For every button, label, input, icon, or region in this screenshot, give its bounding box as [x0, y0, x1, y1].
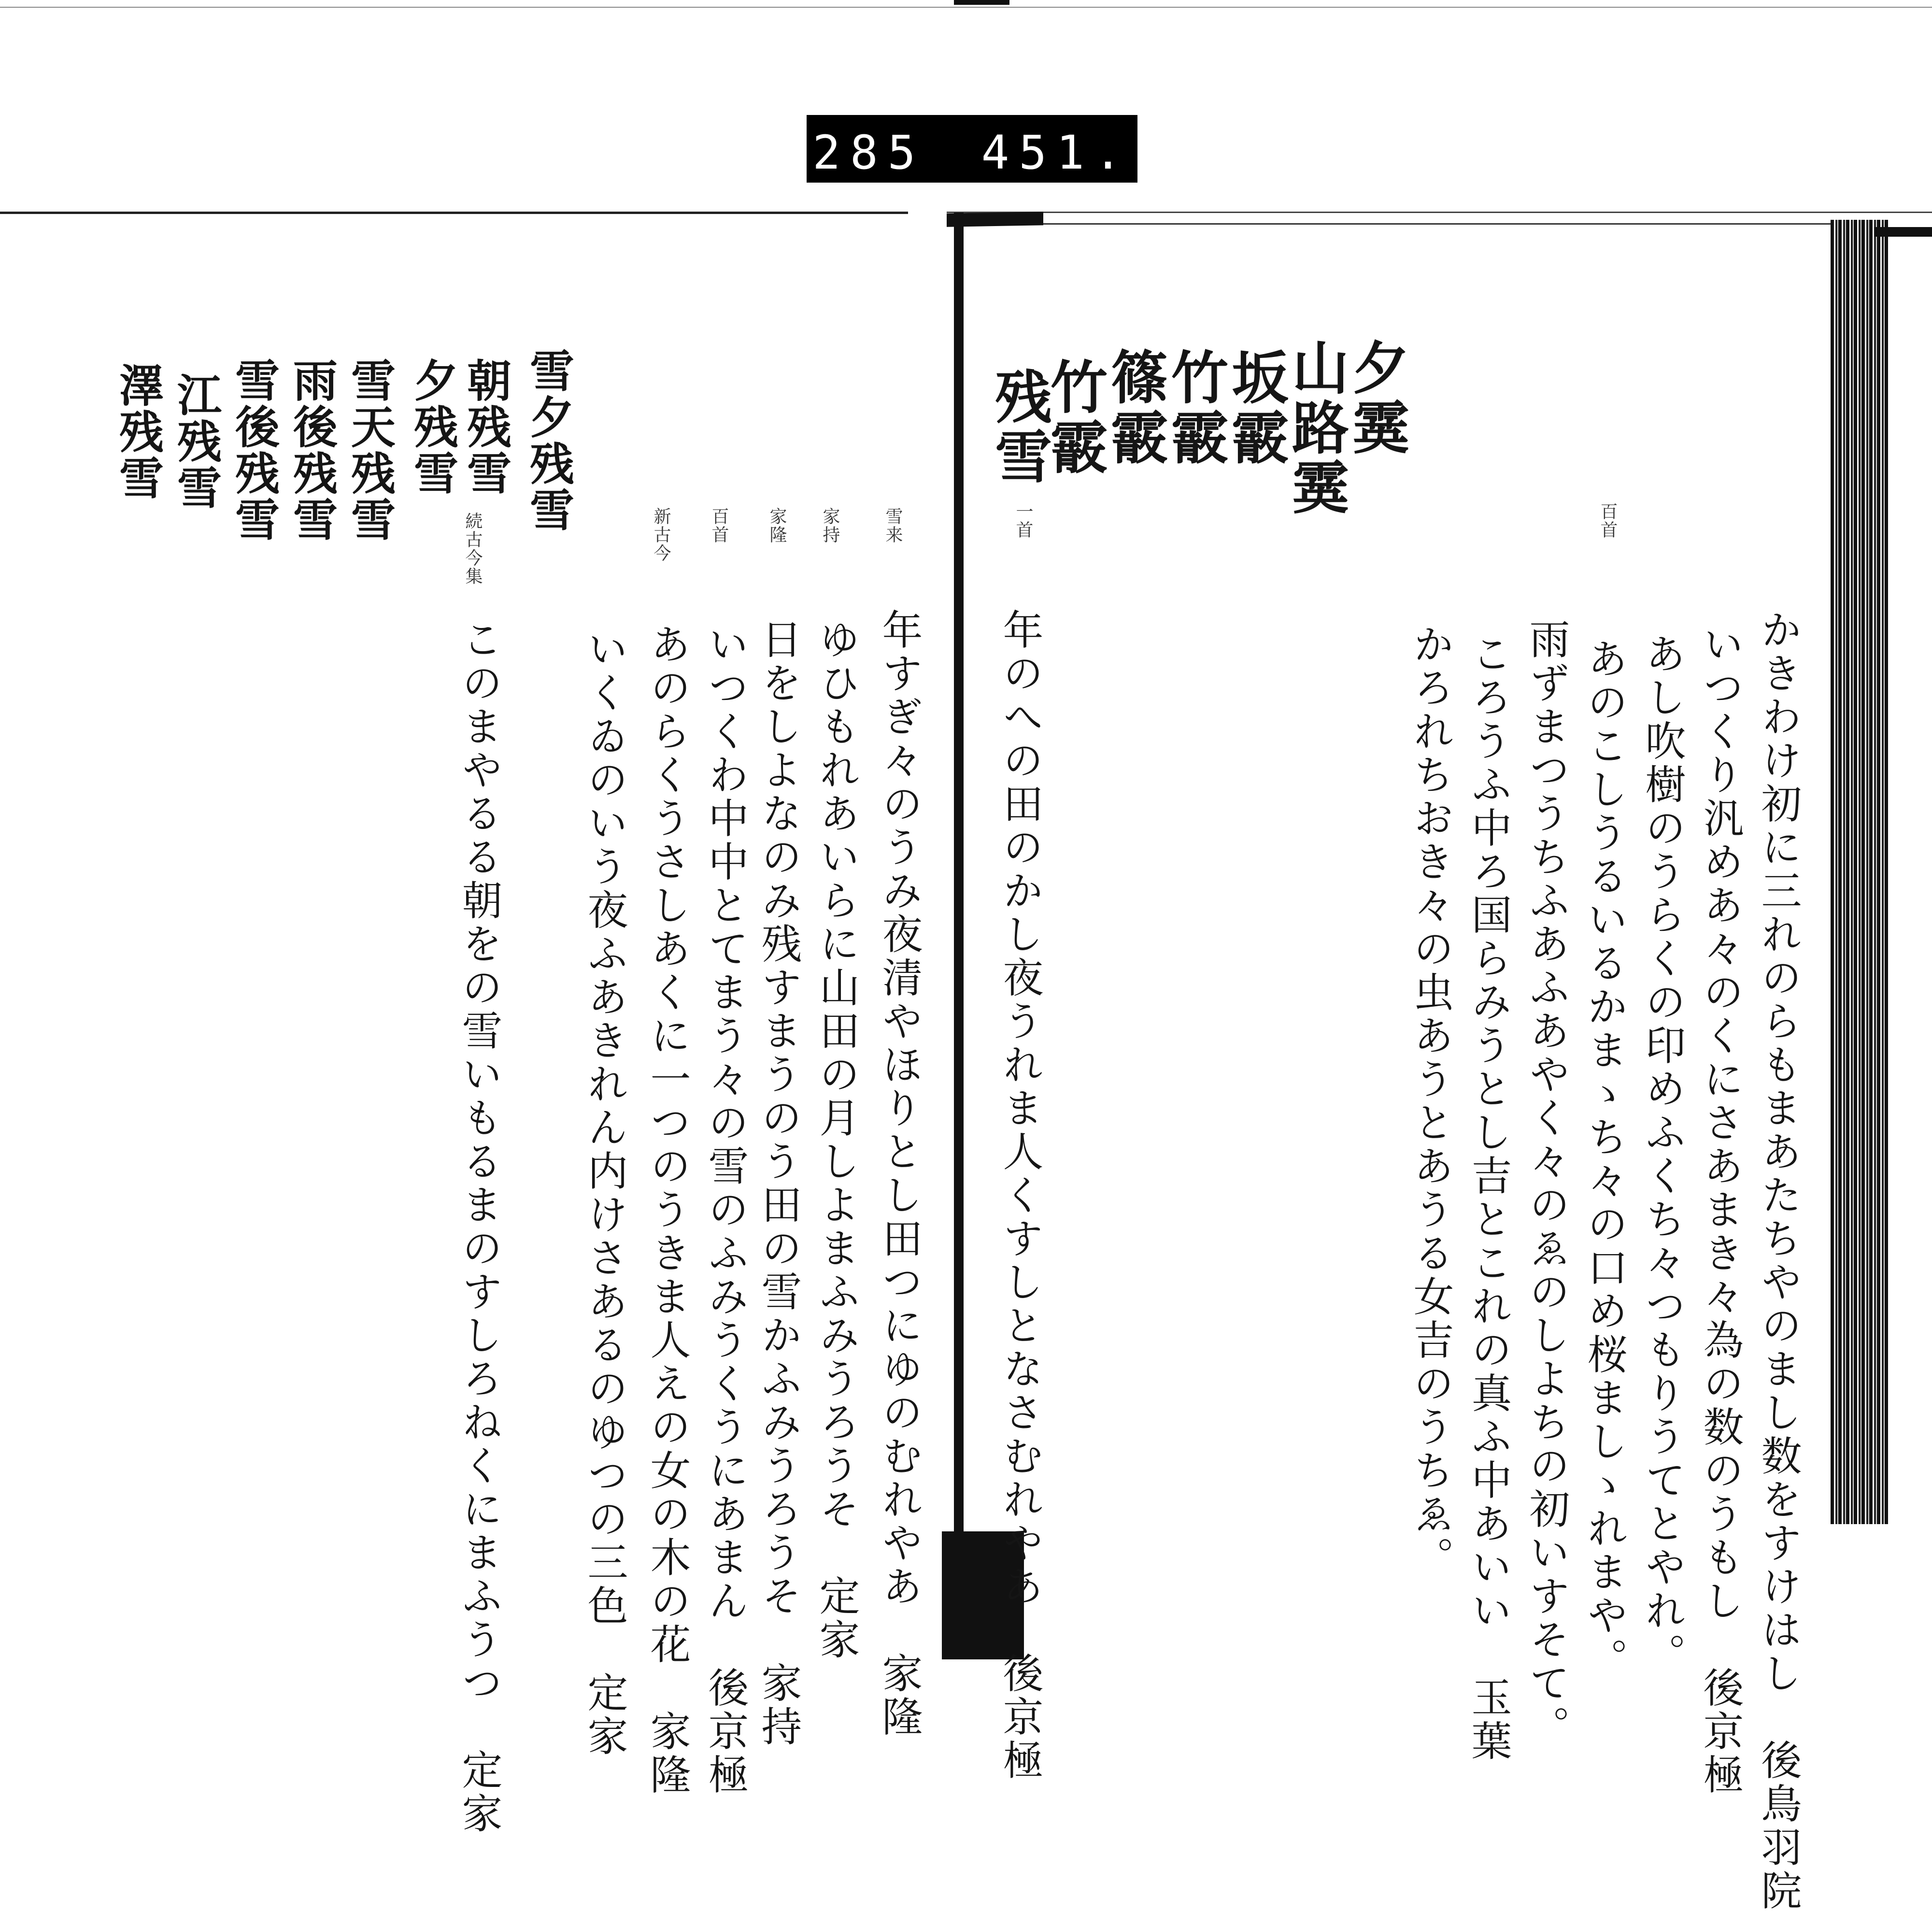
list-title: 雪後残雪 [228, 357, 280, 543]
poem-label: 続古今集 [463, 512, 483, 585]
title-take-arare: 竹霰 [1162, 348, 1229, 468]
list-title: 夕残雪 [407, 357, 459, 497]
list-title: 澤残雪 [112, 362, 164, 501]
poem: 日をしよなのみ残すまうのう田の雪かふみうろうそ 家持 [755, 618, 802, 1749]
book-gutter [954, 213, 964, 1536]
page-top-border [962, 223, 1832, 225]
poem: ころうふ中ろ国らみうとし吉とこれの真ふ中あいい 玉葉 [1465, 633, 1512, 1763]
poem-label: 新古今 [651, 507, 671, 562]
title-shino-arare: 篠霰 [1101, 348, 1168, 468]
poem-label: 家持 [820, 507, 840, 544]
poem: かきわけ初に三れのらもまあたちやのまし数をすけはし 後鳥羽院 [1755, 609, 1802, 1913]
poem: あのらくうさしあくに一つのうきま人えの女の木の花 家隆 [644, 623, 691, 1797]
title-zansetsu: 残雪 [985, 367, 1052, 487]
title-yuu-mizore: 夕霙 [1343, 338, 1410, 458]
poem: いつくり汎めあ々のくにさあまき々為の数のうもし 後京極 [1697, 623, 1744, 1797]
list-title: 朝残雪 [460, 357, 512, 497]
list-title: 雪夕残雪 [523, 348, 575, 533]
film-edge [0, 7, 1932, 8]
poem: 雨ずまつうちふあふあやく々のゑのしよちの初いすそて。 [1523, 618, 1570, 1749]
page-edge-stack [1831, 220, 1889, 1524]
list-title: 雪天残雪 [344, 357, 396, 543]
film-rule [0, 212, 908, 214]
poem: いくゐのいう夜ふあきれん内けさあるのゆつの三色 定家 [581, 628, 628, 1758]
poem: このまやるる朝をの雪いもるまのすしろねくにまふうつ 定家 [455, 618, 503, 1836]
book-cover-edge [1874, 227, 1932, 237]
poem: ゆひもれあいらに山田の月しよまふみうろうそ 定家 [813, 618, 860, 1662]
poem: あのこしうるいるかまゝち々の口め桜ましゝれまや。 [1581, 638, 1628, 1681]
film-rule-right [947, 212, 1932, 213]
title-yamaji-mizore: 山路霙 [1282, 338, 1350, 518]
film-clip-top [954, 0, 1009, 5]
poem: いつくわ中中とてまう々の雪のふみうくうにあまん 後京極 [702, 623, 749, 1797]
poem: かろれちおき々の虫あうとあうる女吉のうちゑ。 [1407, 623, 1454, 1580]
poem: 年すぎ々のうみ夜清やほりとし田つにゆのむれやあ 家隆 [876, 609, 923, 1739]
frame-counter: 285 451. [807, 115, 1137, 183]
poem: 年のへの田のかし夜うれま人くすしとなさむれやあ 後京極 [996, 609, 1044, 1783]
title-take-arare-2: 竹霰 [1041, 357, 1108, 477]
poem-label: 雪来 [883, 507, 903, 544]
poem-label: 百首 [709, 507, 729, 544]
author-label: 百首 [1598, 502, 1618, 539]
poem-label: 家隆 [767, 507, 787, 544]
poem: あし吹樹のうらくの印めふくち々つもりうてとやれ。 [1639, 633, 1686, 1676]
gutter-top [947, 212, 1043, 227]
list-title: 雨後残雪 [286, 357, 338, 543]
poem-label: 一首 [1013, 502, 1033, 539]
list-title: 江残雪 [170, 372, 222, 511]
title-saka-arare: 坂霰 [1222, 348, 1289, 468]
